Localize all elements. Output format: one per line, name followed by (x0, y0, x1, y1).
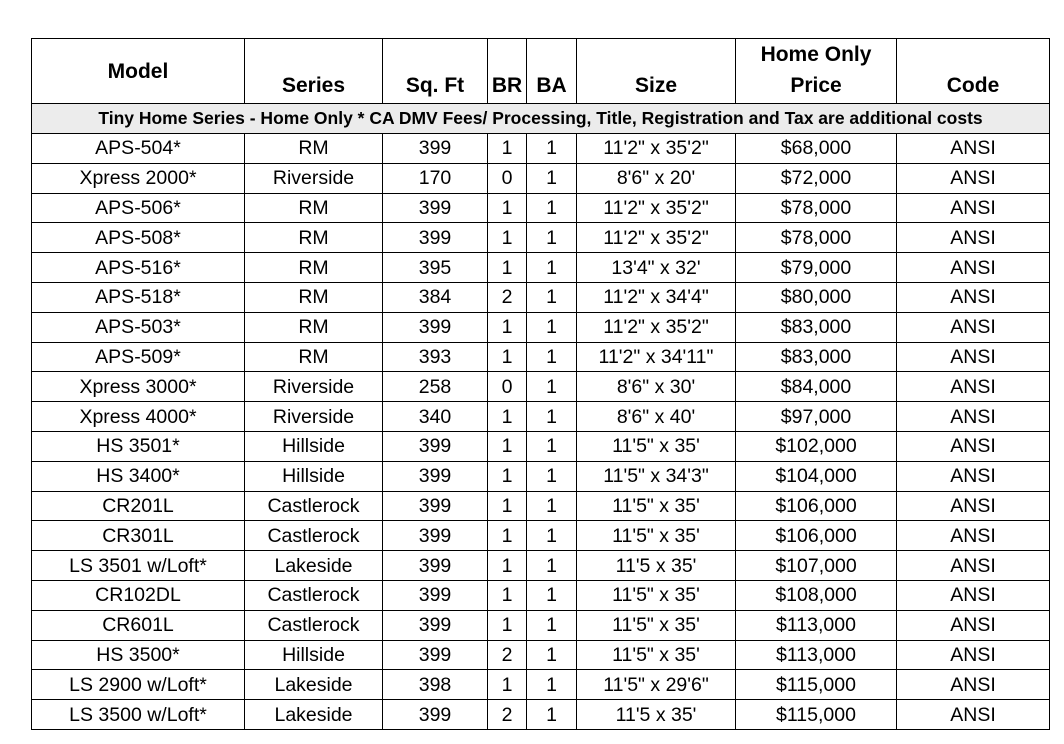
cell-sqft: 399 (383, 491, 488, 521)
cell-code: ANSI (897, 282, 1050, 312)
cell-sqft: 395 (383, 253, 488, 283)
cell-size: 11'5" x 34'3" (577, 461, 736, 491)
cell-code: ANSI (897, 580, 1050, 610)
cell-code: ANSI (897, 551, 1050, 581)
cell-series: Hillside (245, 640, 383, 670)
cell-price: $79,000 (736, 253, 897, 283)
cell-sqft: 399 (383, 312, 488, 342)
cell-size: 11'2" x 35'2" (577, 312, 736, 342)
cell-size: 11'5" x 35' (577, 610, 736, 640)
cell-series: Castlerock (245, 610, 383, 640)
cell-sqft: 393 (383, 342, 488, 372)
table-row (32, 253, 1050, 283)
cell-sqft: 399 (383, 580, 488, 610)
table-row (32, 551, 1050, 581)
cell-code: ANSI (897, 461, 1050, 491)
cell-br: 1 (488, 312, 527, 342)
cell-size: 11'5" x 35' (577, 521, 736, 551)
header-model: Model (32, 39, 245, 104)
cell-sqft: 399 (383, 521, 488, 551)
table-row (32, 491, 1050, 521)
cell-ba: 1 (527, 670, 577, 700)
cell-size: 11'5 x 35' (577, 551, 736, 581)
header-br: BR (488, 39, 527, 104)
table-row (32, 521, 1050, 551)
cell-model: CR601L (32, 610, 245, 640)
cell-br: 1 (488, 551, 527, 581)
cell-code: ANSI (897, 342, 1050, 372)
cell-model: APS-509* (32, 342, 245, 372)
cell-model: HS 3400* (32, 461, 245, 491)
cell-model: APS-516* (32, 253, 245, 283)
cell-code: ANSI (897, 223, 1050, 253)
table-row (32, 402, 1050, 432)
cell-model: CR301L (32, 521, 245, 551)
cell-size: 11'5" x 35' (577, 640, 736, 670)
cell-model: CR102DL (32, 580, 245, 610)
cell-code: ANSI (897, 372, 1050, 402)
header-row (32, 39, 1050, 104)
price-table (31, 38, 1050, 730)
cell-size: 8'6" x 30' (577, 372, 736, 402)
cell-code: ANSI (897, 640, 1050, 670)
cell-size: 11'5" x 29'6" (577, 670, 736, 700)
cell-model: APS-506* (32, 193, 245, 223)
cell-size: 11'2" x 35'2" (577, 223, 736, 253)
cell-sqft: 399 (383, 640, 488, 670)
cell-code: ANSI (897, 193, 1050, 223)
cell-model: Xpress 4000* (32, 402, 245, 432)
cell-ba: 1 (527, 163, 577, 193)
header-price-line2: Price (790, 74, 842, 97)
table-row (32, 700, 1050, 730)
cell-br: 1 (488, 223, 527, 253)
cell-code: ANSI (897, 253, 1050, 283)
table-row (32, 580, 1050, 610)
cell-ba: 1 (527, 461, 577, 491)
cell-br: 1 (488, 342, 527, 372)
cell-ba: 1 (527, 223, 577, 253)
cell-sqft: 399 (383, 551, 488, 581)
cell-sqft: 258 (383, 372, 488, 402)
cell-series: Lakeside (245, 551, 383, 581)
cell-br: 1 (488, 461, 527, 491)
cell-ba: 1 (527, 610, 577, 640)
cell-series: RM (245, 134, 383, 164)
cell-model: LS 3501 w/Loft* (32, 551, 245, 581)
table-row (32, 610, 1050, 640)
cell-ba: 1 (527, 551, 577, 581)
cell-price: $84,000 (736, 372, 897, 402)
cell-size: 11'2" x 35'2" (577, 193, 736, 223)
table-row (32, 431, 1050, 461)
cell-br: 2 (488, 640, 527, 670)
table-row (32, 342, 1050, 372)
table-row (32, 312, 1050, 342)
cell-size: 13'4" x 32' (577, 253, 736, 283)
cell-code: ANSI (897, 163, 1050, 193)
table-row (32, 223, 1050, 253)
header-code: Code (897, 39, 1050, 104)
cell-br: 1 (488, 431, 527, 461)
cell-code: ANSI (897, 431, 1050, 461)
cell-price: $83,000 (736, 312, 897, 342)
cell-sqft: 170 (383, 163, 488, 193)
cell-price: $78,000 (736, 193, 897, 223)
cell-size: 8'6" x 40' (577, 402, 736, 432)
cell-ba: 1 (527, 342, 577, 372)
cell-series: Lakeside (245, 700, 383, 730)
cell-model: HS 3501* (32, 431, 245, 461)
table-row (32, 134, 1050, 164)
table-row (32, 461, 1050, 491)
cell-model: LS 2900 w/Loft* (32, 670, 245, 700)
cell-code: ANSI (897, 700, 1050, 730)
cell-ba: 1 (527, 640, 577, 670)
header-size: Size (577, 39, 736, 104)
cell-price: $106,000 (736, 491, 897, 521)
cell-price: $115,000 (736, 700, 897, 730)
cell-price: $115,000 (736, 670, 897, 700)
cell-ba: 1 (527, 312, 577, 342)
cell-series: Riverside (245, 163, 383, 193)
cell-ba: 1 (527, 580, 577, 610)
cell-ba: 1 (527, 700, 577, 730)
header-price (736, 39, 897, 104)
cell-model: APS-518* (32, 282, 245, 312)
cell-model: APS-504* (32, 134, 245, 164)
cell-size: 11'2" x 35'2" (577, 134, 736, 164)
table-body (32, 104, 1050, 730)
cell-code: ANSI (897, 402, 1050, 432)
cell-price: $106,000 (736, 521, 897, 551)
cell-price: $97,000 (736, 402, 897, 432)
cell-size: 11'2" x 34'11" (577, 342, 736, 372)
cell-price: $102,000 (736, 431, 897, 461)
cell-series: RM (245, 312, 383, 342)
cell-price: $72,000 (736, 163, 897, 193)
cell-sqft: 399 (383, 193, 488, 223)
cell-br: 1 (488, 134, 527, 164)
cell-size: 11'5" x 35' (577, 491, 736, 521)
header-price-line1: Home Only (760, 43, 872, 66)
header-sqft: Sq. Ft (383, 39, 488, 104)
cell-series: Castlerock (245, 521, 383, 551)
cell-size: 11'5 x 35' (577, 700, 736, 730)
cell-series: Castlerock (245, 491, 383, 521)
cell-br: 2 (488, 700, 527, 730)
cell-price: $104,000 (736, 461, 897, 491)
cell-price: $107,000 (736, 551, 897, 581)
cell-model: CR201L (32, 491, 245, 521)
cell-ba: 1 (527, 491, 577, 521)
cell-series: Hillside (245, 461, 383, 491)
cell-br: 1 (488, 253, 527, 283)
cell-sqft: 384 (383, 282, 488, 312)
cell-series: RM (245, 253, 383, 283)
cell-br: 1 (488, 402, 527, 432)
cell-code: ANSI (897, 521, 1050, 551)
header-series: Series (245, 39, 383, 104)
cell-series: Hillside (245, 431, 383, 461)
cell-model: Xpress 2000* (32, 163, 245, 193)
cell-code: ANSI (897, 134, 1050, 164)
cell-price: $83,000 (736, 342, 897, 372)
cell-sqft: 399 (383, 461, 488, 491)
cell-ba: 1 (527, 372, 577, 402)
cell-ba: 1 (527, 253, 577, 283)
cell-sqft: 398 (383, 670, 488, 700)
cell-series: Riverside (245, 402, 383, 432)
cell-br: 1 (488, 610, 527, 640)
cell-model: APS-508* (32, 223, 245, 253)
cell-sqft: 399 (383, 223, 488, 253)
cell-code: ANSI (897, 491, 1050, 521)
cell-size: 11'5" x 35' (577, 431, 736, 461)
cell-size: 11'5" x 35' (577, 580, 736, 610)
cell-series: Lakeside (245, 670, 383, 700)
table-row (32, 670, 1050, 700)
header-ba: BA (527, 39, 577, 104)
cell-series: RM (245, 223, 383, 253)
cell-code: ANSI (897, 312, 1050, 342)
cell-br: 1 (488, 193, 527, 223)
cell-ba: 1 (527, 402, 577, 432)
table-row (32, 372, 1050, 402)
cell-br: 1 (488, 580, 527, 610)
cell-model: HS 3500* (32, 640, 245, 670)
cell-series: RM (245, 342, 383, 372)
cell-price: $78,000 (736, 223, 897, 253)
cell-series: RM (245, 193, 383, 223)
cell-ba: 1 (527, 134, 577, 164)
cell-model: APS-503* (32, 312, 245, 342)
cell-br: 1 (488, 521, 527, 551)
cell-price: $68,000 (736, 134, 897, 164)
cell-code: ANSI (897, 610, 1050, 640)
cell-ba: 1 (527, 521, 577, 551)
cell-model: Xpress 3000* (32, 372, 245, 402)
cell-series: Riverside (245, 372, 383, 402)
cell-sqft: 399 (383, 431, 488, 461)
cell-ba: 1 (527, 282, 577, 312)
table-row (32, 163, 1050, 193)
cell-sqft: 399 (383, 134, 488, 164)
cell-price: $113,000 (736, 610, 897, 640)
section-note-row (32, 104, 1050, 134)
cell-model: LS 3500 w/Loft* (32, 700, 245, 730)
cell-size: 11'2" x 34'4" (577, 282, 736, 312)
table-row (32, 282, 1050, 312)
table-row (32, 193, 1050, 223)
table-row (32, 640, 1050, 670)
cell-price: $113,000 (736, 640, 897, 670)
cell-series: RM (245, 282, 383, 312)
cell-sqft: 399 (383, 610, 488, 640)
cell-br: 0 (488, 372, 527, 402)
cell-br: 2 (488, 282, 527, 312)
cell-sqft: 340 (383, 402, 488, 432)
table-header (32, 39, 1050, 104)
cell-br: 1 (488, 491, 527, 521)
cell-price: $80,000 (736, 282, 897, 312)
cell-series: Castlerock (245, 580, 383, 610)
cell-sqft: 399 (383, 700, 488, 730)
cell-price: $108,000 (736, 580, 897, 610)
cell-ba: 1 (527, 193, 577, 223)
cell-code: ANSI (897, 670, 1050, 700)
cell-ba: 1 (527, 431, 577, 461)
cell-br: 0 (488, 163, 527, 193)
section-note: Tiny Home Series - Home Only * CA DMV Fees/ Processing, Title, Registration and Tax are additional costs (32, 104, 1050, 134)
cell-size: 8'6" x 20' (577, 163, 736, 193)
cell-br: 1 (488, 670, 527, 700)
